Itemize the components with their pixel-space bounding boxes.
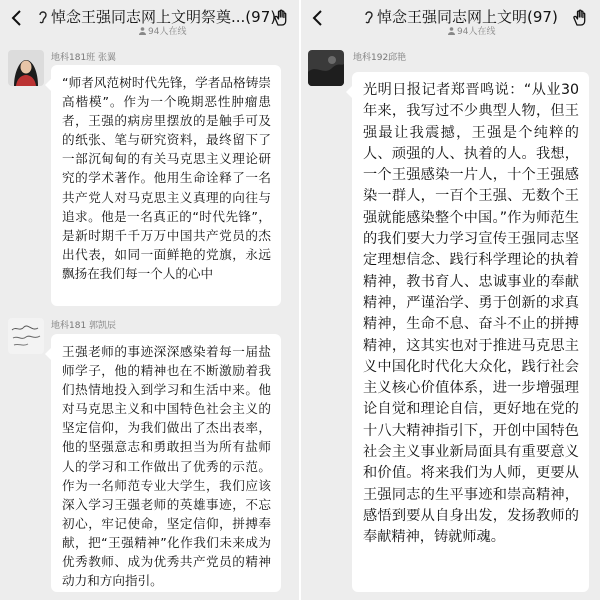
sender-name: 地科181班 张翼: [51, 53, 117, 63]
message-text: 王强老师的事迹深深感染着每一届盐师学子，他的精神也在不断激励着我们热情地投入到学习和生活中来。他对马克思主义和中国特色社会主义的坚定信仰，为我们做出了杰出表率，他的坚强意志和勇敢担当为所有盐师人的学习和工作做出了优秀的示范。作为一名师范专业大学生，我们应该深入学习王强老师的英雄事迹，不忘初心，牢记使命，坚定信仰，拼搏奉献，把“王强精神”化作我们未来成为优秀教师、成为优秀共产党员的精神动力和方向指引。: [62, 344, 271, 589]
chat-title: 悼念王强同志网上文明(97): [377, 8, 558, 26]
person-icon: [448, 27, 455, 35]
ear-icon: [38, 10, 48, 24]
message-bubble[interactable]: [51, 334, 281, 592]
chat-header: [0, 0, 299, 40]
dark-photo-icon: [308, 50, 344, 86]
handwriting-sketch-icon: [8, 318, 44, 354]
message-bubble[interactable]: [51, 65, 281, 306]
woman-portrait-icon: [8, 50, 44, 86]
message-text: 光明日报记者郑晋鸣说：“从业30年来，我写过不少典型人物，但王强最让我震撼，王强是个纯粹的人、顽强的人、执着的人。我想，一个王强感染一片人，十个王强感染一群人，一百个王强、无数个王强就能感染整个中国。”作为师范生的我们要大力学习宣传王强同志坚定理想信念、践行科学理论的执着精神，教书育人、忠诚事业的奉献精神，严谨治学、勇于创新的求真精神，生命不息、奋斗不止的拼搏精神，这其实也对于推进马克思主义中国化时代化大众化，践行社会主义核心价值体系，进一步增强理论自觉和理论自信，更好地在党的十八大精神指引下，开创中国特色社会主义事业新局面具有重要意义和价值。将来我们为人师，更要从王强同志的生平事迹和崇高精神，感悟到要从自身出发，发扬教师的奉献精神，铸就师魂。: [363, 82, 579, 546]
sender-name: 地科181 郭凯辰: [51, 321, 117, 331]
message-bubble[interactable]: [352, 72, 589, 592]
sender-name: 地科192邱艳: [353, 53, 407, 63]
avatar[interactable]: [308, 50, 344, 86]
hand-icon[interactable]: [272, 8, 292, 28]
back-icon[interactable]: [10, 9, 24, 27]
message-text: “师者风范树时代先锋，学者品格铸崇高楷模”。作为一个晚期恶性肿瘤患者，王强的病房里摆放的是触手可及的纸张、笔与研究资料，最终留下了一部沉甸甸的有关马克思主义理论研究的学术著作。他用生命诠释了一名共产党人对马克思主义真理的向往与追求。他是一名真正的“时代先锋”，是新时期千千万万中国共产党员的杰出代表，如同一面鲜艳的党旗，永远飘扬在我们每一个人的心中: [62, 75, 271, 281]
left-chat-panel: [0, 0, 299, 600]
chat-header: [301, 0, 600, 40]
avatar[interactable]: [8, 318, 44, 354]
hand-icon[interactable]: [571, 8, 591, 28]
online-count: 94人在线: [448, 24, 495, 37]
online-count: 94人在线: [139, 24, 186, 37]
ear-icon: [364, 10, 374, 24]
right-chat-panel: [301, 0, 600, 600]
avatar[interactable]: [8, 50, 44, 86]
person-icon: [139, 27, 146, 35]
back-icon[interactable]: [311, 9, 325, 27]
chat-title: 悼念王强同志网上文明祭奠...(97): [51, 8, 277, 26]
